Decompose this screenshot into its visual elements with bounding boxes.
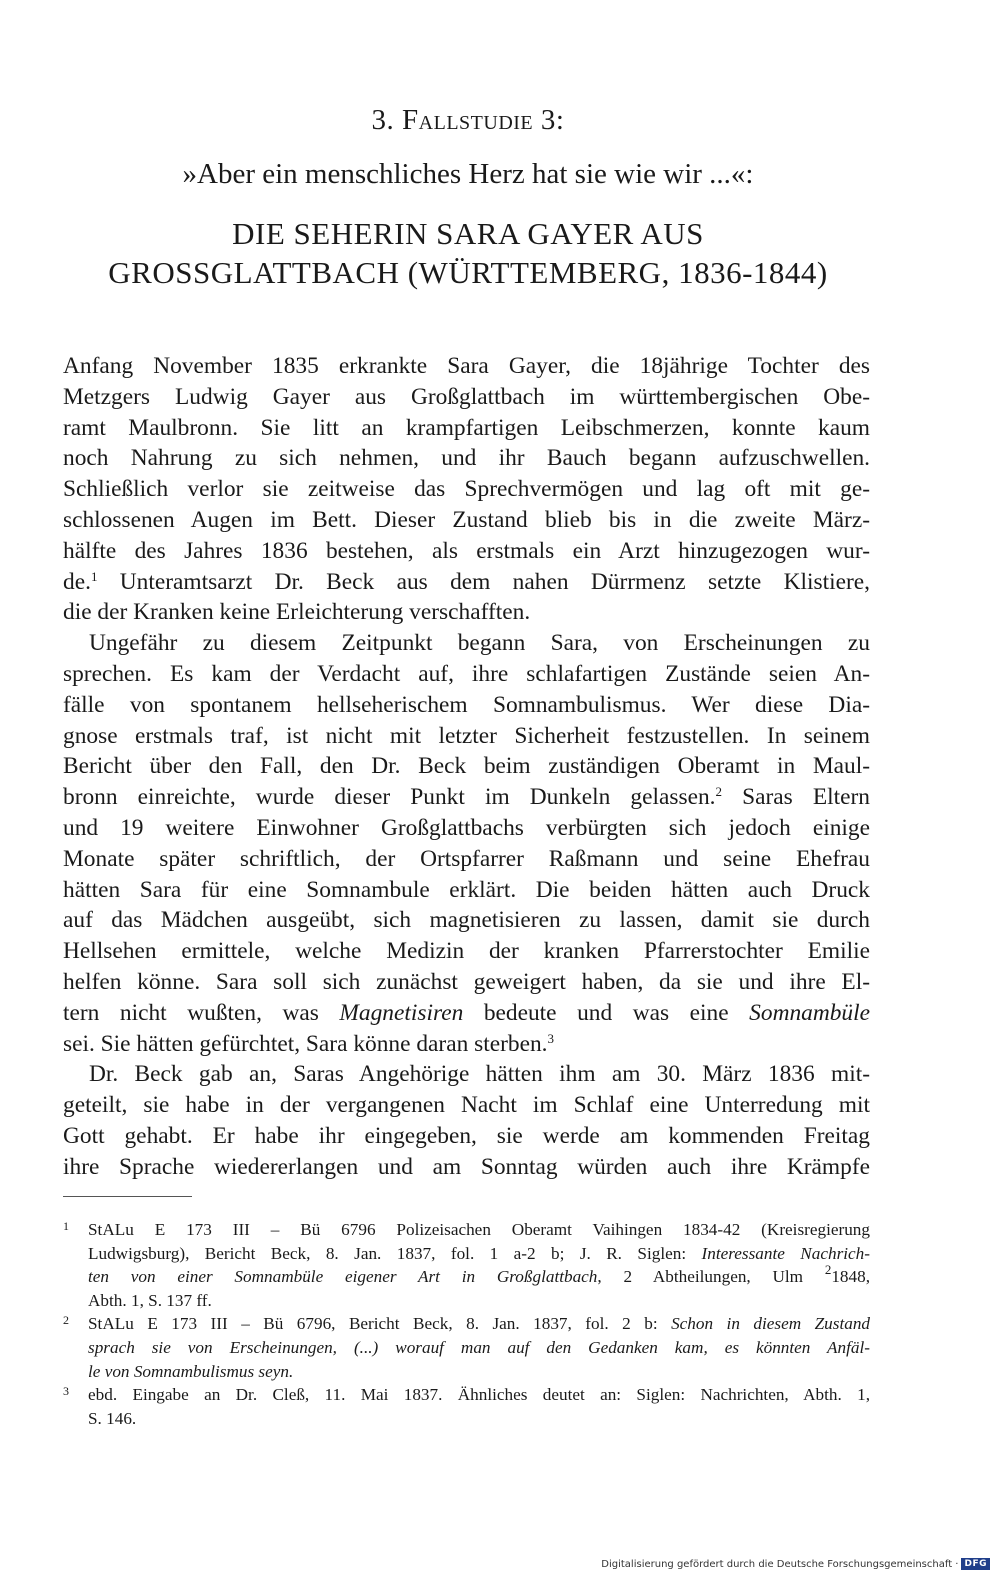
text-segment: Saras Eltern	[722, 784, 870, 811]
text-line: gnose erstmals traf, ist nicht mit letzter Sicherheit festzustellen. In seinem	[63, 722, 870, 749]
footnote-3	[63, 1383, 870, 1430]
text-line: schlossenen Augen im Bett. Dieser Zustand blieb bis in die zweite März-	[63, 506, 870, 533]
text-segment: Unteramtsarzt Dr. Beck aus dem nahen Dürrmenz setzte Klistiere,	[97, 568, 870, 595]
chapter-label: Fallstudie 3:	[402, 104, 565, 136]
footnote-line	[88, 1242, 870, 1266]
text-line: Monate später schriftlich, der Ortspfarrer Raßmann und seine Ehefrau	[63, 845, 870, 872]
footnotes	[63, 1218, 870, 1430]
text-line: geteilt, sie habe in der vergangenen Nacht im Schlaf eine Unterredung mit	[63, 1092, 870, 1119]
footnote-mark: 3	[63, 1384, 69, 1399]
chapter-number: 3.	[371, 104, 395, 136]
footnote-line	[88, 1312, 870, 1336]
body-text	[63, 351, 870, 1183]
text-segment: StALu E 173 III – Bü 6796, Bericht Beck, 8. Jan. 1837, fol. 2 b:	[88, 1314, 672, 1334]
footnote-1	[63, 1218, 870, 1312]
text-line: ramt Maulbronn. Sie litt an krampfartigen Leibschmerzen, konnte kaum	[63, 414, 870, 441]
chapter-title-line-2: GROSSGLATTBACH (WÜRTTEMBERG, 1836-1844)	[108, 255, 828, 290]
footnote-line: S. 146.	[88, 1408, 137, 1428]
footnote-ref-3: 3	[547, 1030, 555, 1046]
footnote-line: Abth. 1, S. 137 ff.	[88, 1290, 212, 1310]
text-segment: de.	[63, 568, 91, 595]
text-segment: bedeute und was eine	[463, 999, 750, 1026]
text-line: sprechen. Es kam der Verdacht auf, ihre schlafartigen Zustände seien An-	[63, 660, 870, 687]
chapter-title-line-1: DIE SEHERIN SARA GAYER AUS	[232, 216, 704, 251]
digitization-credit	[601, 1558, 990, 1570]
text-segment: tern nicht wußten, was	[63, 999, 340, 1026]
footnote-line	[88, 1336, 870, 1360]
text-line	[63, 1029, 870, 1060]
text-line	[63, 567, 870, 598]
footnote-line	[88, 1262, 870, 1289]
text-segment: 1848,	[831, 1267, 870, 1287]
italic-title: ten von einer Somnambüle eigener Art in Großglattbach	[88, 1267, 598, 1287]
footnote-ref-2: 2	[715, 784, 722, 800]
text-segment: Ludwigsburg), Bericht Beck, 8. Jan. 1837, fol. 1 a-2 b; J. R. Siglen:	[88, 1243, 702, 1263]
footnote-mark: 1	[63, 1219, 69, 1233]
text-line	[63, 998, 870, 1029]
italic-quote: sprach sie von Erscheinungen, (...) worauf man auf den Gedanken kam, es könnten Anfäl-	[88, 1337, 870, 1357]
text-line: hätten Sara für eine Somnambule erklärt. Die beiden hätten auch Druck	[63, 876, 870, 903]
dfg-logo: DFG	[961, 1558, 990, 1570]
text-line: und 19 weitere Einwohner Großglattbachs verbürgten sich jedoch einige	[63, 814, 870, 841]
footnote-line: StALu E 173 III – Bü 6796 Polizeisachen Oberamt Vaihingen 1834-42 (Kreisregierung	[88, 1220, 870, 1239]
text-line: ihre Sprache wiedererlangen und am Sonntag würden auch ihre Krämpfe	[63, 1153, 870, 1180]
text-line: Dr. Beck gab an, Saras Angehörige hätten ihm am 30. März 1836 mit-	[89, 1061, 870, 1088]
edition-mark: 2	[824, 1262, 832, 1278]
text-line: hälfte des Jahres 1836 bestehen, als erstmals ein Arzt hinzugezogen wur-	[63, 537, 870, 564]
chapter-heading	[63, 104, 873, 137]
paragraph-2	[63, 628, 870, 1059]
text-line: noch Nahrung zu sich nehmen, und ihr Bauch begann aufzuschwellen.	[63, 445, 870, 472]
text-line: Metzgers Ludwig Gayer aus Großglattbach im württembergischen Obe-	[63, 383, 870, 410]
text-line: Schließlich verlor sie zeitweise das Sprechvermögen und lag oft mit ge-	[63, 476, 870, 503]
footnote-separator	[63, 1196, 192, 1197]
paragraph-1	[63, 351, 870, 628]
footnote-2	[63, 1312, 870, 1383]
text-line: Bericht über den Fall, den Dr. Beck beim zuständigen Oberamt in Maul-	[63, 753, 870, 780]
text-line	[63, 782, 870, 813]
footnote-line: ebd. Eingabe an Dr. Cleß, 11. Mai 1837. Ähnliches deutet an: Siglen: Nachrichten, Abth. 1,	[88, 1385, 870, 1405]
text-segment: bronn einreichte, wurde dieser Punkt im Dunkeln gelassen.	[63, 784, 716, 811]
text-line: auf das Mädchen ausgeübt, sich magnetisieren zu lassen, damit sie durch	[63, 907, 870, 934]
text-line: Hellsehen ermittele, welche Medizin der kranken Pfarrerstochter Emilie	[63, 938, 870, 965]
text-segment: , 2 Abtheilungen, Ulm	[597, 1267, 825, 1287]
footnote-ref-1: 1	[90, 568, 98, 584]
text-line: Ungefähr zu diesem Zeitpunkt begann Sara, von Erscheinungen zu	[89, 630, 870, 657]
italic-title: Interessante Nachrich-	[701, 1243, 870, 1263]
footnote-line	[88, 1360, 870, 1384]
credit-text: Digitalisierung gefördert durch die Deutsche Forschungsgemeinschaft ·	[601, 1558, 959, 1570]
text-segment: sei. Sie hätten gefürchtet, Sara könne daran sterben.	[63, 1030, 548, 1057]
text-line: Gott gehabt. Er habe ihr eingegeben, sie werde am kommenden Freitag	[63, 1122, 870, 1149]
italic-term: Magnetisiren	[339, 999, 464, 1026]
italic-quote: Schon in diesem Zustand	[671, 1314, 871, 1334]
italic-quote: le von Somnambulismus seyn.	[88, 1361, 294, 1381]
chapter-quote: »Aber ein menschliches Herz hat sie wie wir ...«:	[182, 158, 754, 190]
italic-term: Somnambüle	[749, 999, 871, 1026]
footnote-mark: 2	[63, 1313, 69, 1328]
text-line: Anfang November 1835 erkrankte Sara Gayer, die 18jährige Tochter des	[63, 353, 870, 379]
paragraph-3	[63, 1059, 870, 1182]
text-line: die der Kranken keine Erleichterung verschafften.	[63, 599, 531, 626]
text-line: fälle von spontanem hellseherischem Somnambulismus. Wer diese Dia-	[63, 691, 870, 718]
text-line: helfen könne. Sara soll sich zunächst geweigert haben, da sie und ihre El-	[63, 968, 870, 995]
